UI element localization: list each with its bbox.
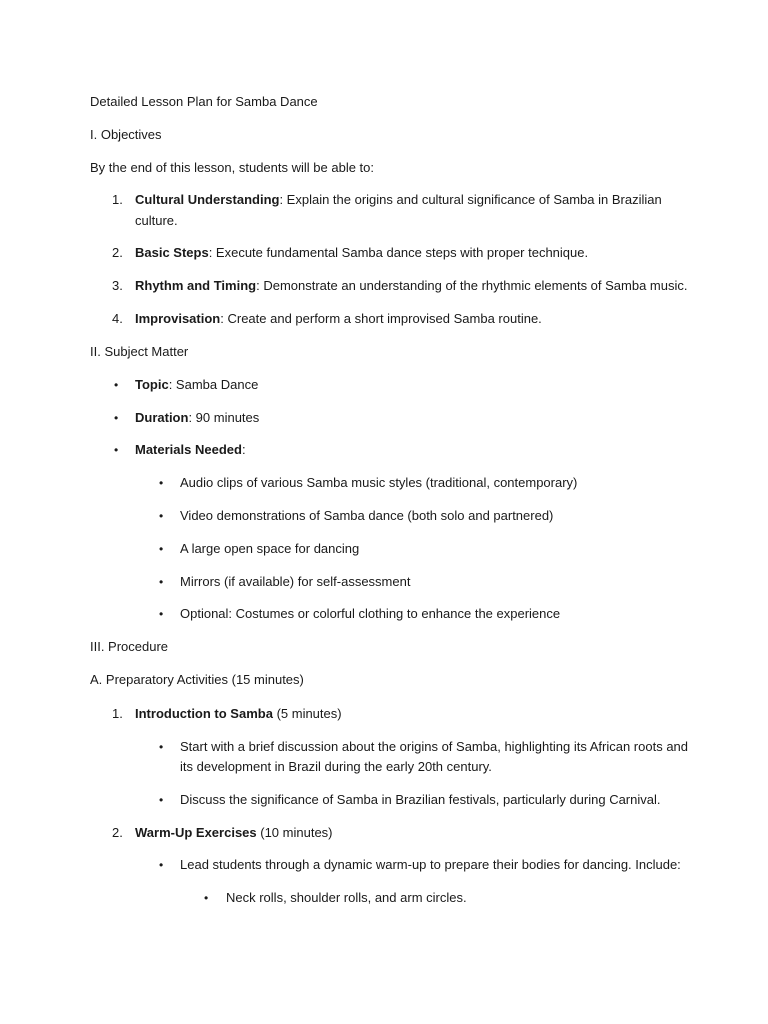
objective-text: : Explain the origins and cultural significance of Samba in Brazilian: [279, 192, 662, 207]
bullet-icon: •: [114, 443, 119, 457]
objective-term: Improvisation: [135, 311, 221, 326]
objective-text: : Create and perform a short improvised Samba routine.: [220, 311, 542, 326]
list-number: 1.: [112, 706, 123, 721]
objectives-heading: I. Objectives: [90, 127, 162, 142]
subject-duration: [135, 408, 259, 428]
list-number: 4.: [112, 311, 123, 326]
objective-item: [135, 243, 588, 263]
bullet-icon: •: [159, 858, 164, 872]
objective-item: [135, 276, 688, 296]
step-bullet: Lead students through a dynamic warm-up to prepare their bodies for dancing. Include:: [180, 857, 681, 872]
list-number: 2.: [112, 245, 123, 260]
objective-text: : Demonstrate an understanding of the rhythmic elements of Samba music.: [256, 278, 688, 293]
topic-text: : Samba Dance: [168, 377, 259, 392]
objective-text: : Execute fundamental Samba dance steps with proper technique.: [208, 245, 589, 260]
step-bullet: Discuss the significance of Samba in Brazilian festivals, particularly during Carnival.: [180, 792, 661, 807]
bullet-icon: •: [204, 891, 209, 905]
procedure-heading: III. Procedure: [90, 639, 169, 654]
procedure-step: [135, 823, 333, 843]
materials-text: :: [241, 442, 246, 457]
objective-text-continued: culture.: [135, 213, 178, 228]
step-bullet: Start with a brief discussion about the origins of Samba, highlighting its African roots and: [180, 739, 689, 754]
objective-item: [135, 309, 542, 329]
bullet-icon: •: [159, 793, 164, 807]
list-number: 3.: [112, 278, 123, 293]
material-item: Mirrors (if available) for self-assessment: [180, 574, 411, 589]
bullet-icon: •: [159, 476, 164, 490]
bullet-icon: •: [159, 509, 164, 523]
procedure-section-a: A. Preparatory Activities (15 minutes): [90, 672, 304, 687]
bullet-icon: •: [159, 575, 164, 589]
material-item: A large open space for dancing: [180, 541, 360, 556]
step-sub-bullet: Neck rolls, shoulder rolls, and arm circles.: [226, 890, 467, 905]
list-number: 2.: [112, 825, 123, 840]
objective-term: Rhythm and Timing: [135, 278, 257, 293]
document-title: Detailed Lesson Plan for Samba Dance: [90, 94, 318, 109]
subject-topic: [135, 375, 258, 395]
materials-term: Materials Needed: [135, 442, 242, 457]
objectives-intro: By the end of this lesson, students will be able to:: [90, 160, 375, 175]
topic-term: Topic: [135, 377, 169, 392]
bullet-icon: •: [159, 607, 164, 621]
procedure-step: [135, 704, 342, 724]
subject-materials: [135, 440, 246, 460]
list-number: 1.: [112, 192, 123, 207]
duration-term: Duration: [135, 410, 189, 425]
duration-text: : 90 minutes: [188, 410, 260, 425]
material-item: Audio clips of various Samba music styles (traditional, contemporary): [180, 475, 578, 490]
material-item: Optional: Costumes or colorful clothing to enhance the experience: [180, 606, 561, 621]
objective-item: [135, 190, 662, 210]
step-bullet-continued: its development in Brazil during the early 20th century.: [180, 759, 492, 774]
step-text: (10 minutes): [256, 825, 333, 840]
bullet-icon: •: [114, 378, 119, 392]
objective-term: Basic Steps: [135, 245, 209, 260]
step-text: (5 minutes): [272, 706, 342, 721]
subject-heading: II. Subject Matter: [90, 344, 189, 359]
bullet-icon: •: [159, 542, 164, 556]
step-term: Introduction to Samba: [135, 706, 273, 721]
step-term: Warm-Up Exercises: [135, 825, 257, 840]
material-item: Video demonstrations of Samba dance (both solo and partnered): [180, 508, 554, 523]
bullet-icon: •: [114, 411, 119, 425]
bullet-icon: •: [159, 740, 164, 754]
objective-term: Cultural Understanding: [135, 192, 280, 207]
